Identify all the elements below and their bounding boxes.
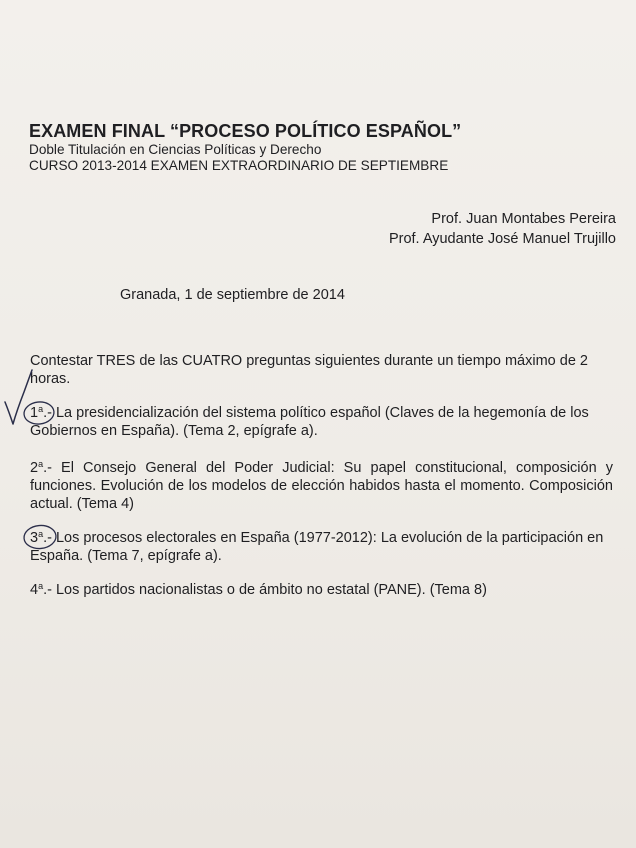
checkmark-icon <box>5 370 32 424</box>
assistant-professor-line: Prof. Ayudante José Manuel Trujillo <box>388 231 616 247</box>
question-2 <box>30 459 613 513</box>
question-text: Los procesos electorales en España (1977-2012): La evolución de la participación en España. (Tema 7, epígrafe a). <box>30 530 604 564</box>
question-1 <box>30 404 613 440</box>
exam-title: EXAMEN FINAL “PROCESO POLÍTICO ESPAÑOL” <box>29 121 462 141</box>
professor-line: Prof. Juan Montabes Pereira <box>431 211 616 227</box>
question-number: 2$^a$.- <box>30 459 52 476</box>
degree-line: Doble Titulación en Ciencias Políticas y Derecho <box>29 142 322 157</box>
date-line: Granada, 1 de septiembre de 2014 <box>120 287 345 303</box>
question-3 <box>30 529 613 565</box>
question-number: 3$^a$.- <box>30 529 52 546</box>
question-text: El Consejo General del Poder Judicial: Su papel constitucional, composición y funciones. Evolución de los modelos de elección habidos hasta el momento. Composición actual. (Tema 4) <box>30 460 613 512</box>
question-4 <box>30 581 613 599</box>
question-text: La presidencialización del sistema político español (Claves de la hegemonía de los Gobiernos en España). (Tema 2, epígrafe a). <box>30 405 589 439</box>
question-text: Los partidos nacionalistas o de ámbito no estatal (PANE). (Tema 8) <box>51 582 487 598</box>
instructions-text: Contestar TRES de las CUATRO preguntas siguientes durante un tiempo máximo de 2 horas. <box>30 353 588 387</box>
course-line: CURSO 2013-2014 EXAMEN EXTRAORDINARIO DE SEPTIEMBRE <box>29 158 449 173</box>
question-number: 4$^a$.- <box>30 581 52 598</box>
question-number: 1$^a$.- <box>30 404 52 421</box>
